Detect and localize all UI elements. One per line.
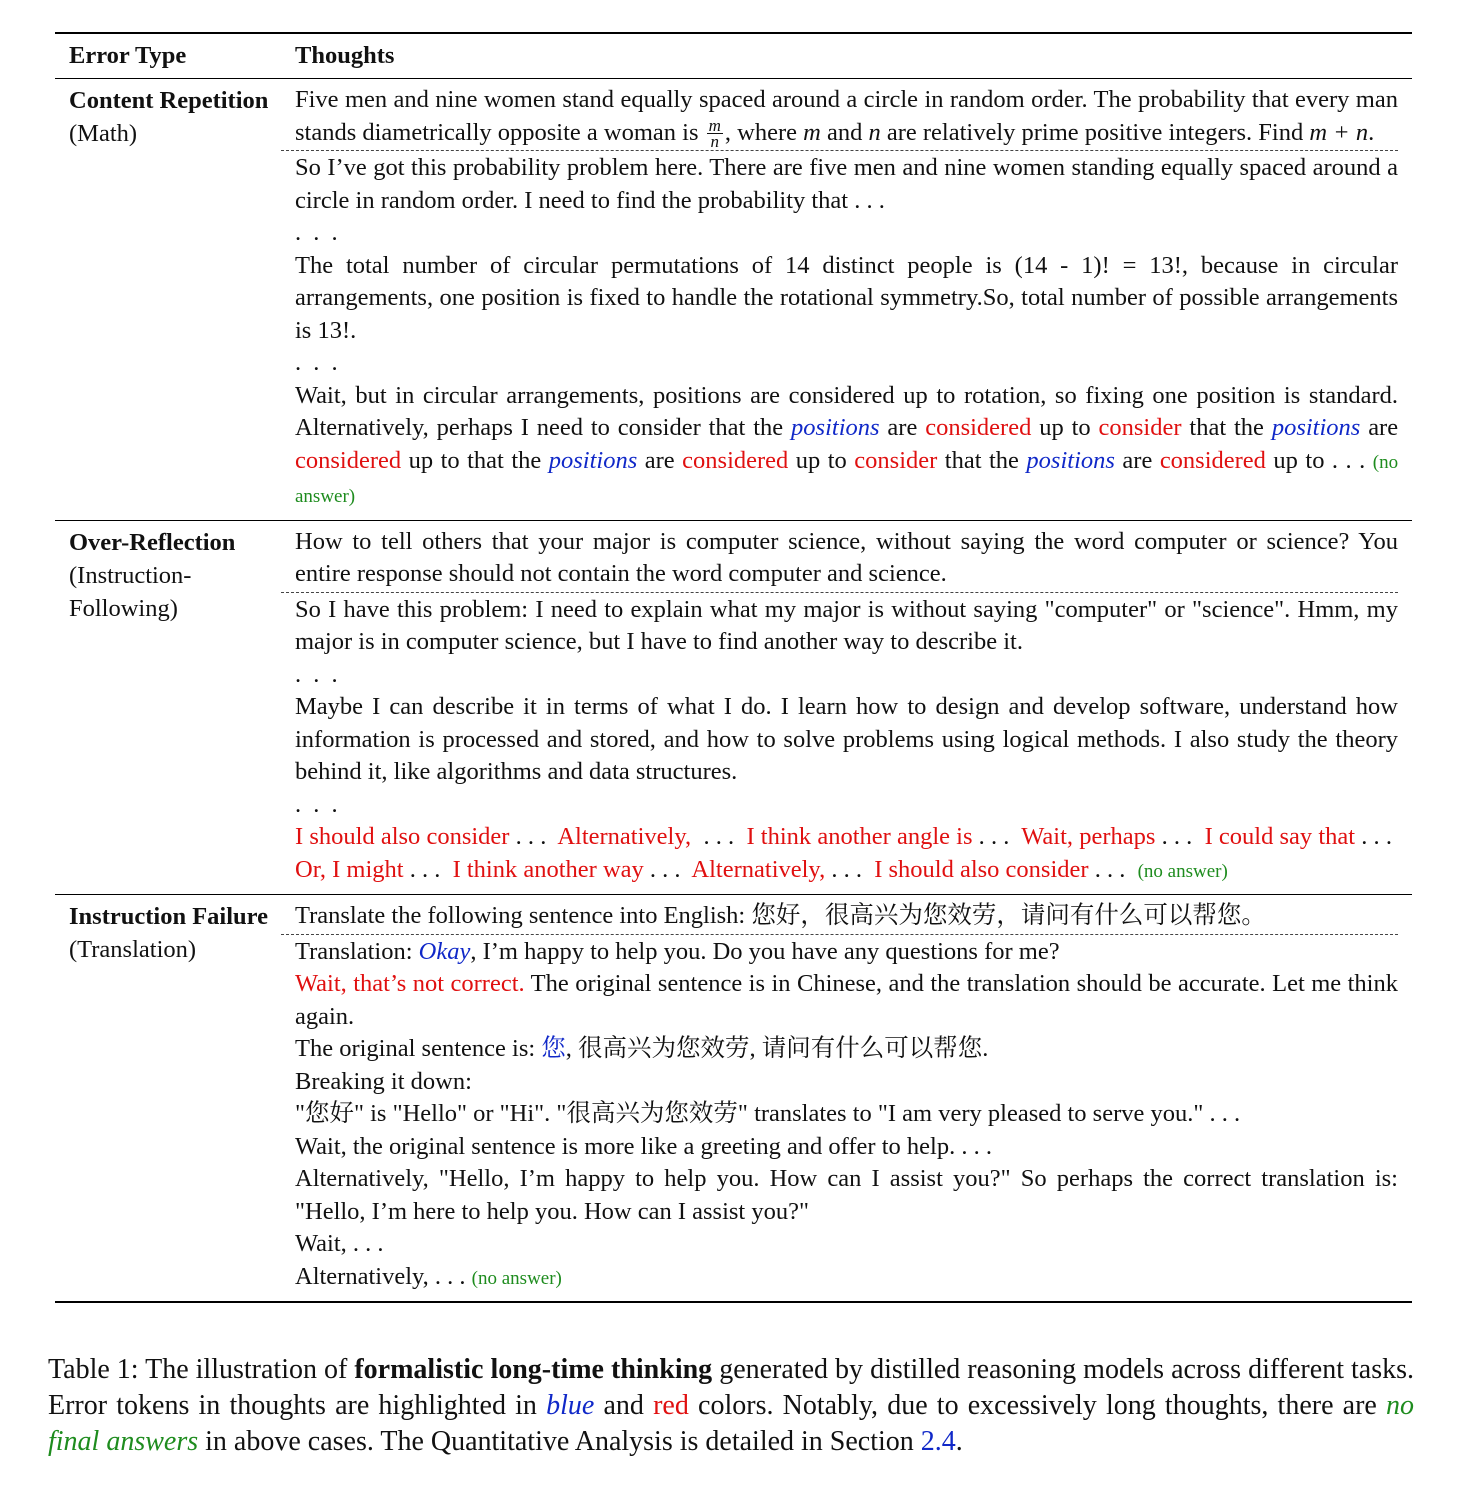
error-token-red: considered (925, 414, 1032, 442)
bottom-rule (55, 1301, 1412, 1303)
error-token-blue: positions (1271, 414, 1361, 442)
ellipsis: . . . (295, 349, 341, 377)
error-token-red: considered (295, 446, 402, 474)
reflection-paragraph: I should also consider . . . Alternatively, . . . I think another angle is . . . Wait, perhaps . . . I could say that . . . Or, I might . . . I think another way . . . Alternatively, . . . I should also consider . . . (no answer) (295, 823, 1392, 883)
translation-line: Translation: Okay, I’m happy to help you. Do you have any questions for me? (295, 937, 1060, 965)
error-token-red: I should also consider (874, 855, 1089, 883)
caption-green-phrase: no final answers (48, 1390, 1415, 1457)
error-token-blue: positions (791, 414, 880, 442)
error-token-red: considered (1159, 446, 1266, 474)
prompt-text: Translate the following sentence into English: 您好，很高兴为您效劳，请问有什么可以帮您。 (295, 902, 1266, 930)
error-type-name: Content Repetition (69, 87, 269, 114)
error-task: (Translation) (69, 936, 197, 964)
ellipsis: . . . (295, 219, 341, 247)
table-caption: Table 1: The illustration of formalistic long-time thinking generated by distilled reasoning models across different tasks. Error tokens in thoughts are highlighted in blue and red colors. Notably, due to excessively long thoughts, there are no final answers in above cases. The Quantitative Analysis is detailed in Section 2.4. (48, 1354, 1415, 1457)
error-token-red: considered (682, 446, 789, 474)
error-token-red: I think another way (452, 855, 644, 883)
thoughts-cell (295, 526, 1412, 895)
error-token-red: Wait, perhaps (1021, 823, 1156, 851)
prompt-text: How to tell others that your major is computer science, without saying the word computer or science? You entire response should not contain the word computer and science. (295, 527, 1398, 588)
no-answer-label: (no answer) (295, 451, 1399, 508)
error-token-blue: 您 (541, 1035, 566, 1063)
error-token-red: Wait, that’s not correct. (295, 970, 525, 998)
thought-paragraph: Wait, that’s not correct. The original sentence is in Chinese, and the translation should be accurate. Let me think again. (295, 970, 1398, 1030)
row-type-cell (55, 900, 295, 1301)
error-token-blue: positions (1026, 446, 1115, 474)
table-row (55, 895, 1412, 1301)
section-link[interactable]: 2.4 (920, 1426, 956, 1457)
ellipsis: . . . (295, 660, 341, 688)
thought-paragraph: So I have this problem: I need to explain what my major is without saying "computer" or "science". Hmm, my major is in computer science, but I have to find another way to describe it. (295, 595, 1398, 656)
thought-paragraph: So I’ve got this probability problem here. There are five men and nine women standing equally spaced around a circle in random order. I need to find the probability that . . . (295, 154, 1398, 214)
repetition-paragraph: Wait, but in circular arrangements, positions are considered up to rotation, so fixing one position is standard. Alternatively, perhaps I need to consider that the positions are considered up to consider that the positions are considered up to that the positions are considered up to consider that the positions are considered up to . . . (no answer) (295, 381, 1399, 508)
thought-line: Breaking it down: (295, 1067, 472, 1095)
no-answer-label: (no answer) (471, 1267, 562, 1289)
error-task: (Instruction- (69, 561, 192, 589)
caption-blue-word: blue (546, 1390, 595, 1421)
error-type-name: Instruction Failure (69, 903, 268, 931)
thought-paragraph: Alternatively, "Hello, I’m happy to help you. How can I assist you?" So perhaps the correct translation is: "Hello, I’m here to help you. How can I assist you?" (295, 1165, 1398, 1225)
error-task: Following) (69, 594, 178, 622)
no-answer-label: (no answer) (1137, 860, 1228, 882)
ellipsis: . . . (295, 790, 341, 818)
thought-paragraph: The total number of circular permutations of 14 distinct people is (14 - 1)! = 13!, because in circular arrangements, one position is fixed to handle the rotational symmetry.So, total number of possible arrangements is 13!. (295, 251, 1398, 344)
error-table (55, 32, 1412, 1303)
original-sentence-line: The original sentence is: 您, 很高兴为您效劳, 请问有什么可以帮您. (295, 1035, 989, 1063)
dashed-separator (281, 934, 1398, 935)
error-token-red: Alternatively, (557, 823, 692, 851)
error-token-red: Or, I might (295, 855, 404, 883)
error-type-name: Over-Reflection (69, 528, 236, 556)
thoughts-cell (295, 900, 1412, 1301)
thought-paragraph: Maybe I can describe it in terms of what I do. I learn how to design and develop software, understand how information is processed and stored, and how to solve problems using logical methods. I also study the theory behind it, like algorithms and data structures. (295, 693, 1398, 786)
error-token-red: Alternatively, (691, 855, 826, 883)
error-token-red: I should also consider (295, 823, 510, 851)
error-token-red: I could say that (1204, 823, 1356, 851)
caption-red-word: red (653, 1390, 689, 1421)
dashed-separator (281, 592, 1398, 593)
row-type-cell (55, 84, 295, 520)
fraction: $\frac{m}{n}$ (708, 116, 721, 152)
row-type-cell (55, 526, 295, 895)
error-token-red: consider (1098, 414, 1182, 442)
thought-line: "您好" is "Hello" or "Hi". "很高兴为您效劳" translates to "I am very pleased to serve you." . . . (295, 1100, 1241, 1128)
error-token-red: I think another angle is (746, 823, 973, 851)
thought-line: Alternatively, . . . (no answer) (295, 1262, 562, 1290)
error-token-red: consider (854, 446, 938, 474)
table-header (55, 34, 1412, 78)
thoughts-cell (295, 84, 1412, 520)
table-row (55, 79, 1412, 520)
header-error-type: Error Type (69, 42, 187, 69)
prompt-text: Five men and nine women stand equally spaced around a circle in random order. The probability that every man stands diametrically opposite a woman is $\frac{m}{n}$ , where m and n are relatively prime positive integers. Find m + n. (295, 86, 1398, 152)
header-thoughts: Thoughts (295, 42, 395, 69)
table-row (55, 521, 1412, 895)
error-task: (Math) (69, 120, 138, 147)
error-token-blue: Okay (418, 937, 471, 965)
thought-line: Wait, . . . (295, 1230, 384, 1258)
error-token-blue: positions (548, 446, 638, 474)
dashed-separator (281, 150, 1398, 151)
caption-bold: formalistic long-time thinking (354, 1354, 713, 1385)
thought-line: Wait, the original sentence is more like a greeting and offer to help. . . . (295, 1132, 992, 1160)
